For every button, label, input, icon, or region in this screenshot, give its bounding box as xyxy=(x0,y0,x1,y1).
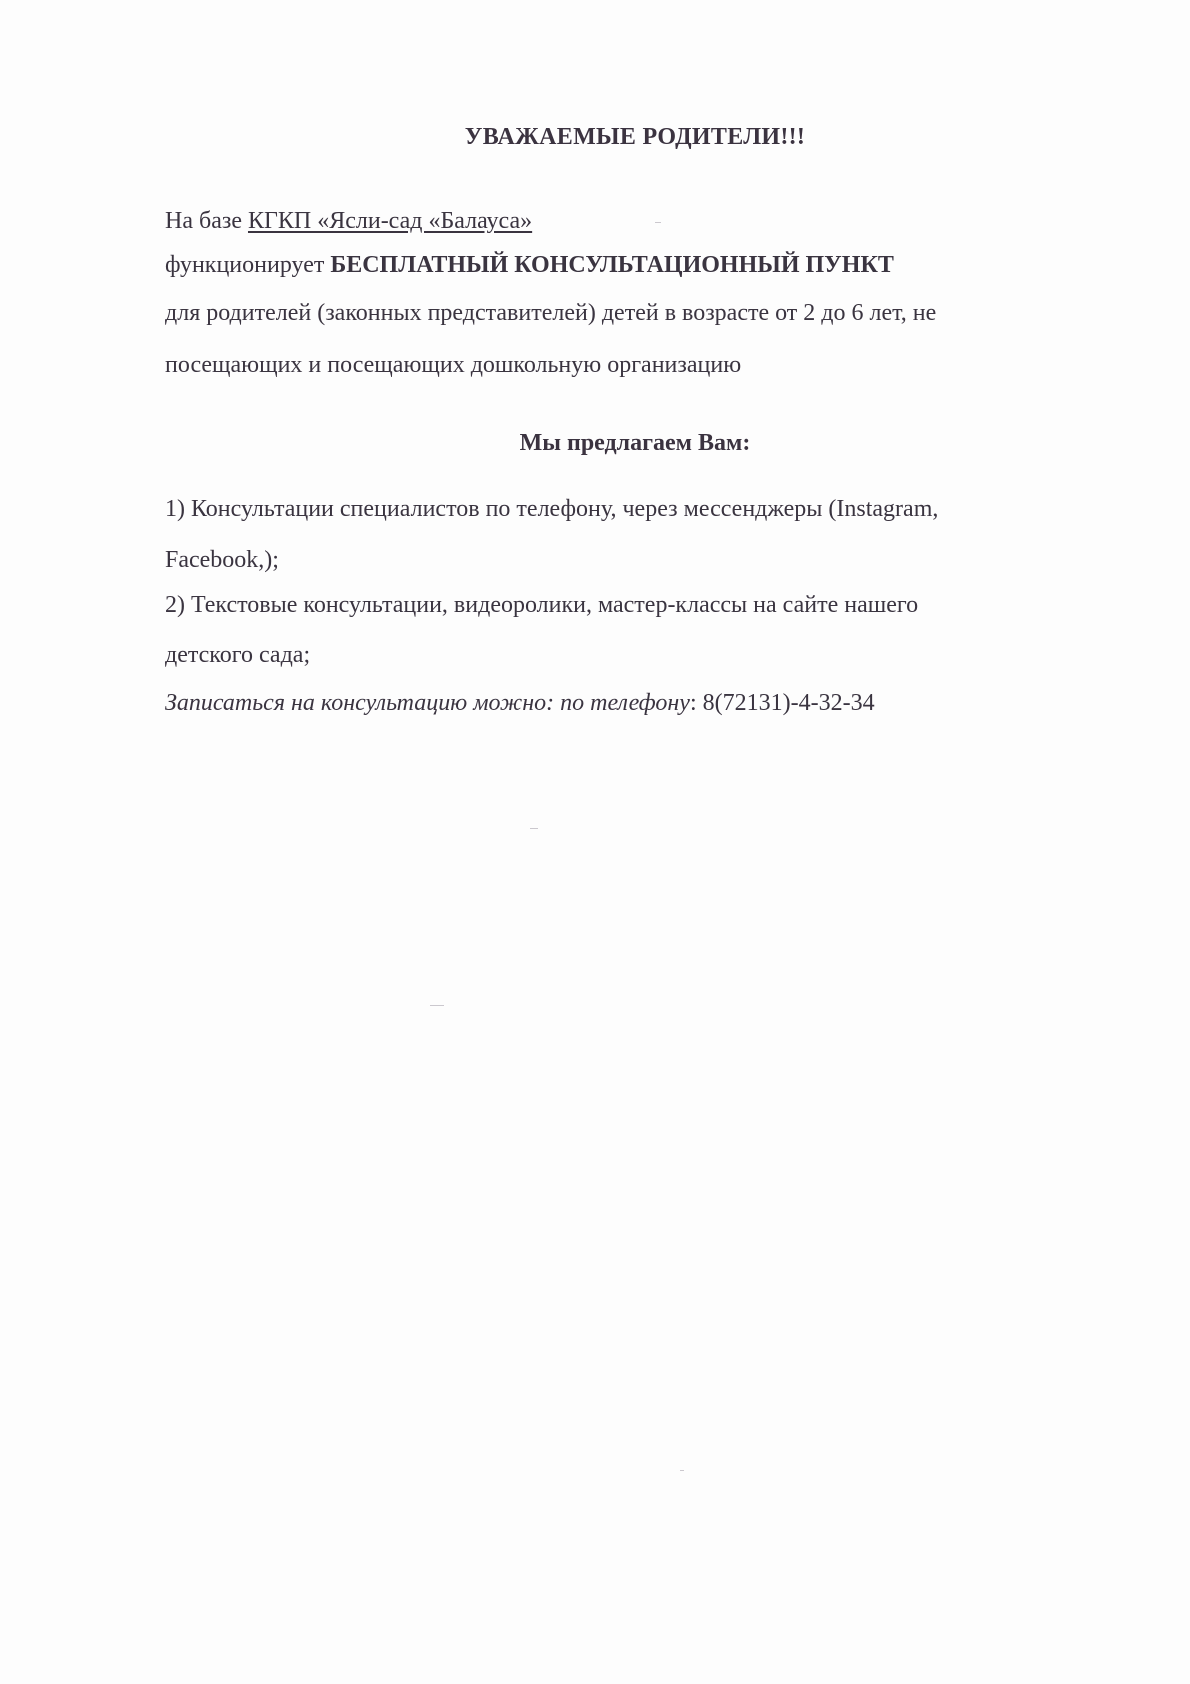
functions-prefix: функционирует xyxy=(165,252,331,278)
intro-line-2 xyxy=(165,250,894,280)
phone-number: 8(72131)-4-32-34 xyxy=(702,690,875,716)
consultation-point-name: БЕСПЛАТНЫЙ КОНСУЛЬТАЦИОННЫЙ ПУНКТ xyxy=(330,252,894,278)
scan-speck xyxy=(680,1470,684,1471)
intro-prefix: На базе xyxy=(165,208,248,234)
offer-item-2-line-2: детского сада; xyxy=(165,642,311,668)
scan-speck xyxy=(655,222,661,223)
scan-speck xyxy=(530,828,538,829)
offer-heading: Мы предлагаем Вам: xyxy=(519,430,751,456)
offer-item-1-line-2: Facebook,); xyxy=(165,547,279,573)
audience-line-1: для родителей (законных представителей) детей в возрасте от 2 до 6 лет, не xyxy=(165,300,937,326)
audience-line-2: посещающих и посещающих дошкольную организацию xyxy=(165,352,742,378)
scan-speck xyxy=(430,1005,444,1006)
offer-item-1-line-1: 1) Консультации специалистов по телефону, через мессенджеры (Instagram, xyxy=(165,496,939,522)
intro-line-1 xyxy=(165,206,532,236)
signup-separator: : xyxy=(689,690,703,716)
signup-line xyxy=(165,688,875,718)
page-title: УВАЖАЕМЫЕ РОДИТЕЛИ!!! xyxy=(464,124,806,150)
organization-name: КГКП «Ясли-сад «Балауса» xyxy=(247,208,533,234)
signup-label: Записаться на консультацию можно: по телефону xyxy=(165,690,690,716)
offer-item-2-line-1: 2) Текстовые консультации, видеоролики, мастер-классы на сайте нашего xyxy=(165,592,919,618)
